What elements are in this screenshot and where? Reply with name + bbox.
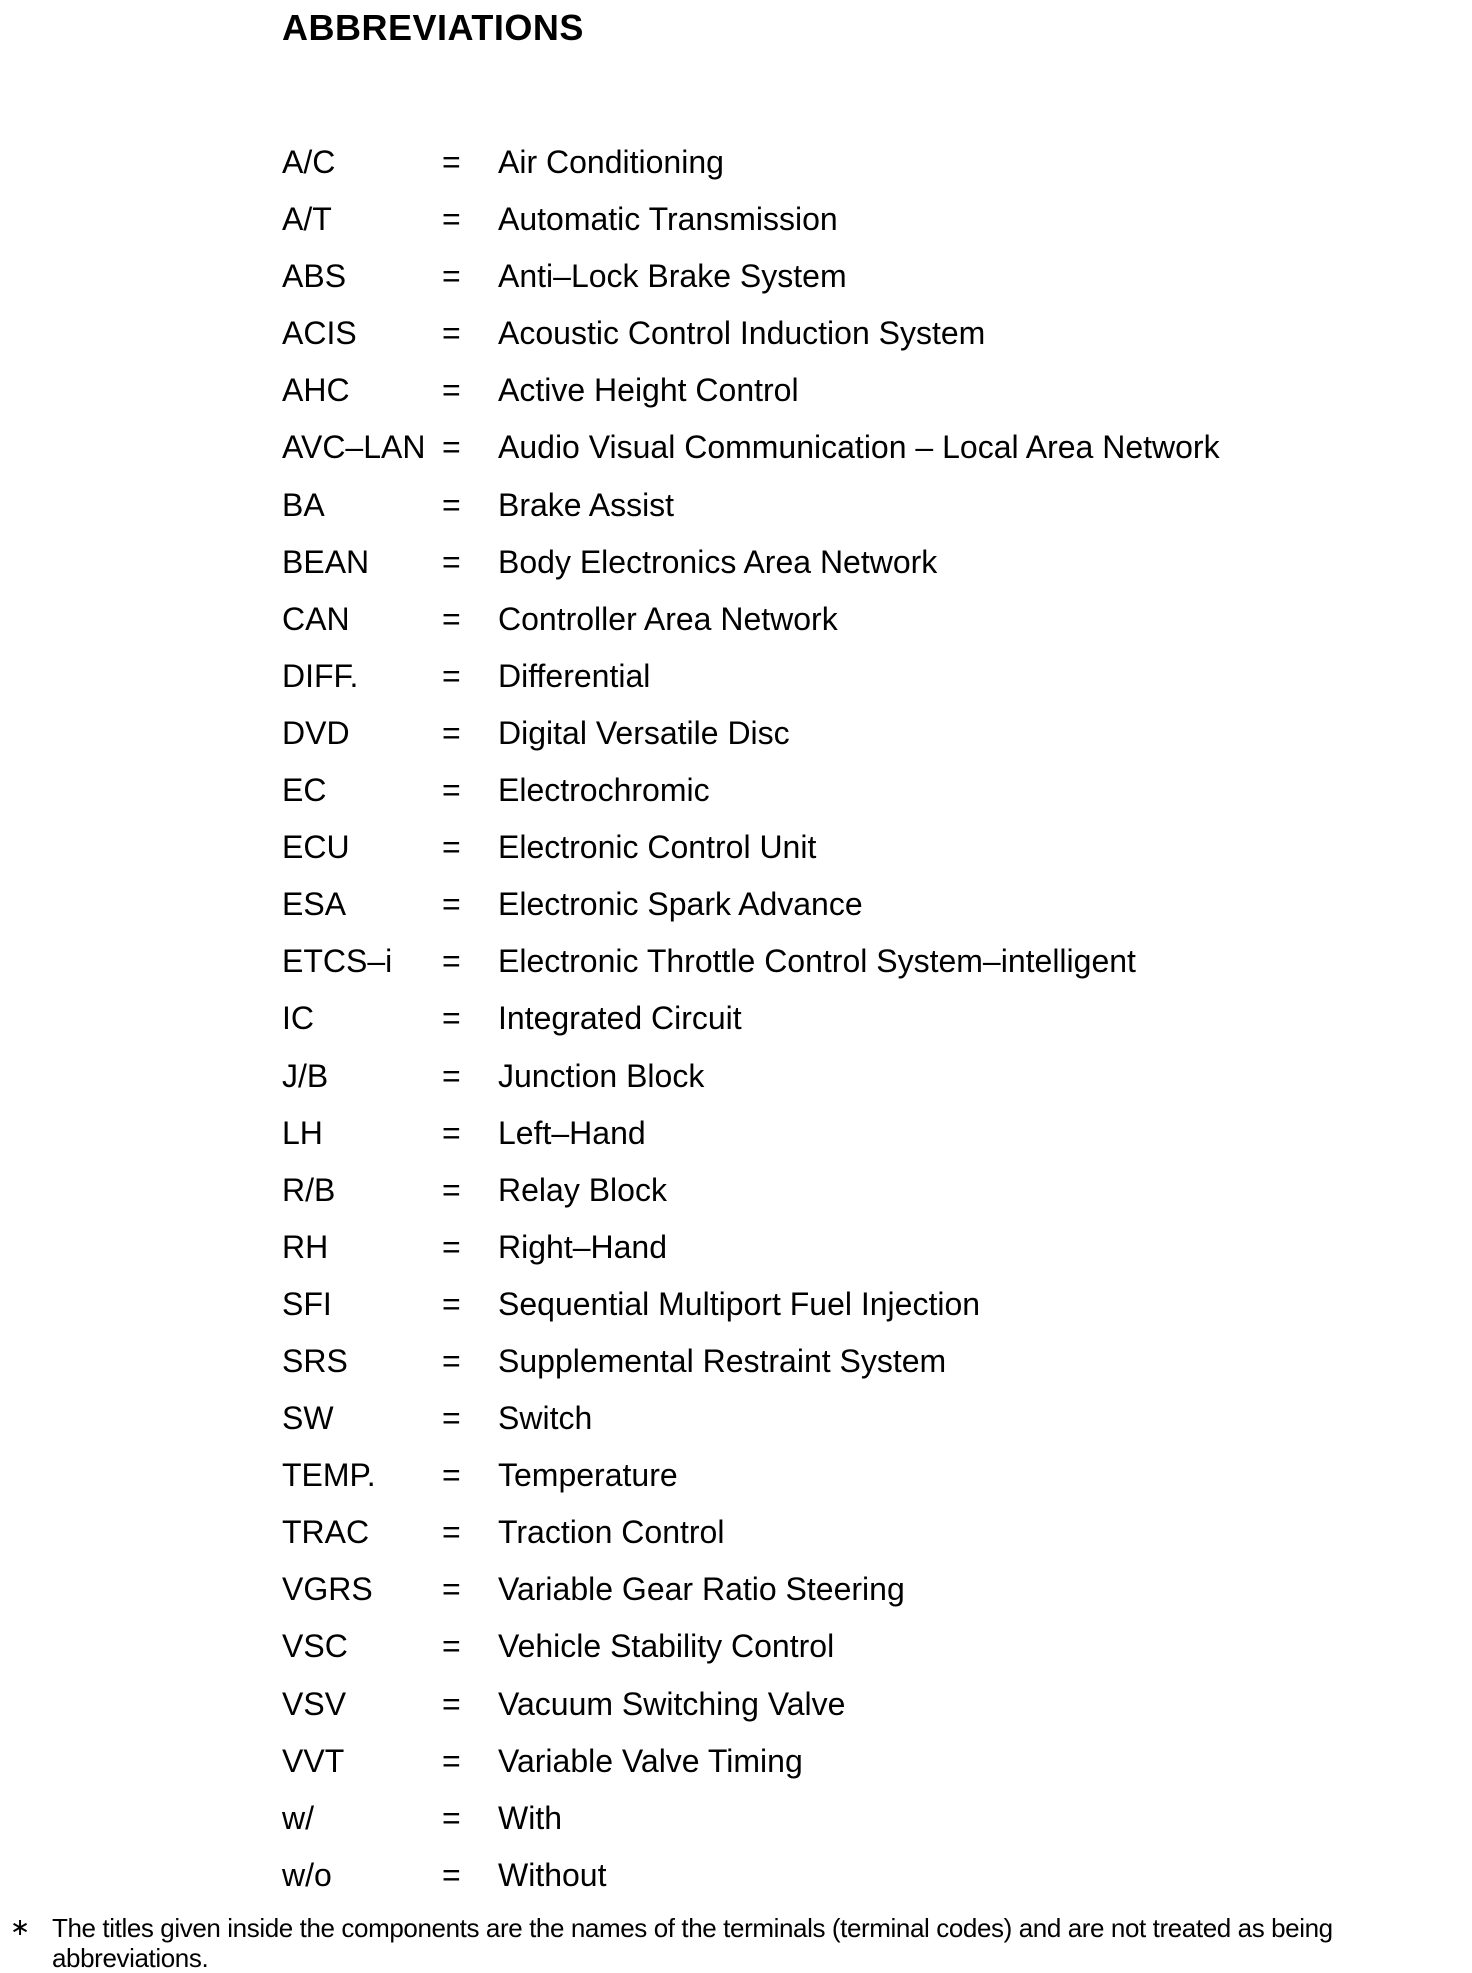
equals-sign: =: [442, 1171, 461, 1208]
equals-sign: =: [442, 600, 461, 637]
abbreviation-row: [282, 1048, 1382, 1105]
abbreviation-definition: Integrated Circuit: [498, 1000, 742, 1037]
abbreviation-definition: Electrochromic: [498, 772, 710, 809]
equals-sign: =: [442, 657, 461, 694]
equals-sign: =: [442, 543, 461, 580]
abbreviation-definition: Supplemental Restraint System: [498, 1342, 947, 1379]
abbreviation-term: BEAN: [282, 543, 370, 580]
abbreviation-definition: Switch: [498, 1400, 593, 1437]
abbreviation-term: SRS: [282, 1342, 348, 1379]
equals-sign: =: [442, 943, 461, 980]
equals-sign: =: [442, 1742, 461, 1779]
abbreviation-definition: Differential: [498, 657, 651, 694]
abbreviation-row: [282, 819, 1382, 876]
abbreviation-term: EC: [282, 772, 327, 809]
abbreviation-term: TEMP.: [282, 1457, 376, 1494]
abbreviation-definition: Audio Visual Communication – Local Area Network: [498, 429, 1220, 466]
equals-sign: =: [442, 1457, 461, 1494]
equals-sign: =: [442, 1400, 461, 1437]
abbreviation-term: ECU: [282, 829, 350, 866]
equals-sign: =: [442, 201, 461, 238]
page-title: ABBREVIATIONS: [282, 7, 584, 48]
abbreviation-row: [282, 1390, 1382, 1447]
abbreviation-term: DVD: [282, 714, 350, 751]
abbreviation-row: [282, 1618, 1382, 1675]
abbreviation-term: SW: [282, 1400, 334, 1437]
equals-sign: =: [442, 1685, 461, 1722]
abbreviation-definition: Vehicle Stability Control: [498, 1628, 835, 1665]
abbreviation-row: [282, 1733, 1382, 1790]
equals-sign: =: [442, 1628, 461, 1665]
equals-sign: =: [442, 1057, 461, 1094]
abbreviation-term: LH: [282, 1114, 323, 1151]
abbreviation-definition: Right–Hand: [498, 1228, 667, 1265]
abbreviation-term: ABS: [282, 258, 347, 295]
abbreviation-row: [282, 1561, 1382, 1618]
abbreviation-term: VVT: [282, 1742, 345, 1779]
abbreviation-row: [282, 362, 1382, 419]
abbreviation-term: VSC: [282, 1628, 348, 1665]
abbreviation-definition: Electronic Control Unit: [498, 829, 817, 866]
abbreviation-term: RH: [282, 1228, 329, 1265]
abbreviation-definition: Controller Area Network: [498, 600, 838, 637]
abbreviation-term: AHC: [282, 372, 350, 409]
abbreviation-row: [282, 1333, 1382, 1390]
equals-sign: =: [442, 1514, 461, 1551]
equals-sign: =: [442, 829, 461, 866]
abbreviation-definition: Traction Control: [498, 1514, 725, 1551]
abbreviation-definition: Variable Valve Timing: [498, 1742, 803, 1779]
abbreviation-row: [282, 1847, 1382, 1904]
abbreviation-row: [282, 990, 1382, 1047]
abbreviation-row: [282, 648, 1382, 705]
abbreviation-row: [282, 305, 1382, 362]
abbreviation-definition: Acoustic Control Induction System: [498, 315, 986, 352]
footnote-text: The titles given inside the components are the names of the terminals (terminal codes) and are not treated as being abbreviations.: [52, 1913, 1333, 1973]
equals-sign: =: [442, 486, 461, 523]
abbreviation-row: [282, 477, 1382, 534]
abbreviation-row: [282, 534, 1382, 591]
abbreviation-definition: Relay Block: [498, 1171, 667, 1208]
equals-sign: =: [442, 144, 461, 180]
abbreviation-row: [282, 248, 1382, 305]
abbreviation-row: [282, 1447, 1382, 1504]
abbreviation-definition: Junction Block: [498, 1057, 705, 1094]
abbreviation-row: [282, 1676, 1382, 1733]
equals-sign: =: [442, 1000, 461, 1037]
abbreviation-term: CAN: [282, 600, 350, 637]
abbreviation-definition: Brake Assist: [498, 486, 675, 523]
abbreviation-definition: Vacuum Switching Valve: [498, 1685, 846, 1722]
abbreviation-definition: Temperature: [498, 1457, 678, 1494]
abbreviation-term: A/T: [282, 201, 332, 238]
abbreviation-term: A/C: [282, 144, 336, 180]
abbreviation-term: VSV: [282, 1685, 347, 1722]
abbreviation-definition: Left–Hand: [498, 1114, 646, 1151]
abbreviation-term: TRAC: [282, 1514, 370, 1551]
abbreviation-row: [282, 1105, 1382, 1162]
abbreviation-definition: With: [498, 1799, 562, 1836]
equals-sign: =: [442, 1571, 461, 1608]
abbreviation-term: ETCS–i: [282, 943, 393, 980]
abbreviation-term: DIFF.: [282, 657, 359, 694]
abbreviation-row: [282, 1276, 1382, 1333]
footnote-asterisk: ∗: [10, 1914, 30, 1941]
abbreviation-row: [282, 134, 1382, 191]
abbreviation-row: [282, 1790, 1382, 1847]
abbreviation-row: [282, 1162, 1382, 1219]
abbreviation-term: J/B: [282, 1057, 329, 1094]
equals-sign: =: [442, 1799, 461, 1836]
equals-sign: =: [442, 372, 461, 409]
equals-sign: =: [442, 429, 461, 466]
abbreviation-term: w/: [282, 1799, 314, 1836]
abbreviation-definition: Electronic Spark Advance: [498, 886, 863, 923]
equals-sign: =: [442, 315, 461, 352]
abbreviation-term: VGRS: [282, 1571, 373, 1608]
equals-sign: =: [442, 772, 461, 809]
abbreviation-definition: Active Height Control: [498, 372, 799, 409]
abbreviation-row: [282, 191, 1382, 248]
abbreviation-row: [282, 591, 1382, 648]
equals-sign: =: [442, 1856, 461, 1893]
abbreviation-term: ACIS: [282, 315, 357, 352]
equals-sign: =: [442, 1114, 461, 1151]
equals-sign: =: [442, 1342, 461, 1379]
abbreviation-definition: Automatic Transmission: [498, 201, 838, 238]
abbreviation-term: SFI: [282, 1285, 332, 1322]
abbreviation-row: [282, 933, 1382, 990]
abbreviation-term: AVC–LAN: [282, 429, 426, 466]
equals-sign: =: [442, 714, 461, 751]
abbreviation-definition: Variable Gear Ratio Steering: [498, 1571, 905, 1608]
abbreviation-row: [282, 1504, 1382, 1561]
equals-sign: =: [442, 258, 461, 295]
abbreviation-row: [282, 762, 1382, 819]
equals-sign: =: [442, 1228, 461, 1265]
abbreviation-row: [282, 1219, 1382, 1276]
abbreviation-definition: Air Conditioning: [498, 144, 724, 180]
abbreviation-list: [282, 134, 1382, 1904]
abbreviation-definition: Sequential Multiport Fuel Injection: [498, 1285, 981, 1322]
abbreviation-definition: Without: [498, 1856, 607, 1893]
abbreviation-definition: Electronic Throttle Control System–intelligent: [498, 943, 1136, 980]
abbreviation-term: ESA: [282, 886, 347, 923]
abbreviation-definition: Body Electronics Area Network: [498, 543, 938, 580]
abbreviation-row: [282, 419, 1382, 476]
abbreviation-term: IC: [282, 1000, 314, 1037]
equals-sign: =: [442, 886, 461, 923]
abbreviation-term: R/B: [282, 1171, 336, 1208]
equals-sign: =: [442, 1285, 461, 1322]
abbreviation-definition: Digital Versatile Disc: [498, 714, 790, 751]
abbreviation-term: BA: [282, 486, 325, 523]
abbreviation-definition: Anti–Lock Brake System: [498, 258, 847, 295]
abbreviation-term: w/o: [282, 1856, 332, 1893]
abbreviation-row: [282, 705, 1382, 762]
abbreviation-row: [282, 876, 1382, 933]
